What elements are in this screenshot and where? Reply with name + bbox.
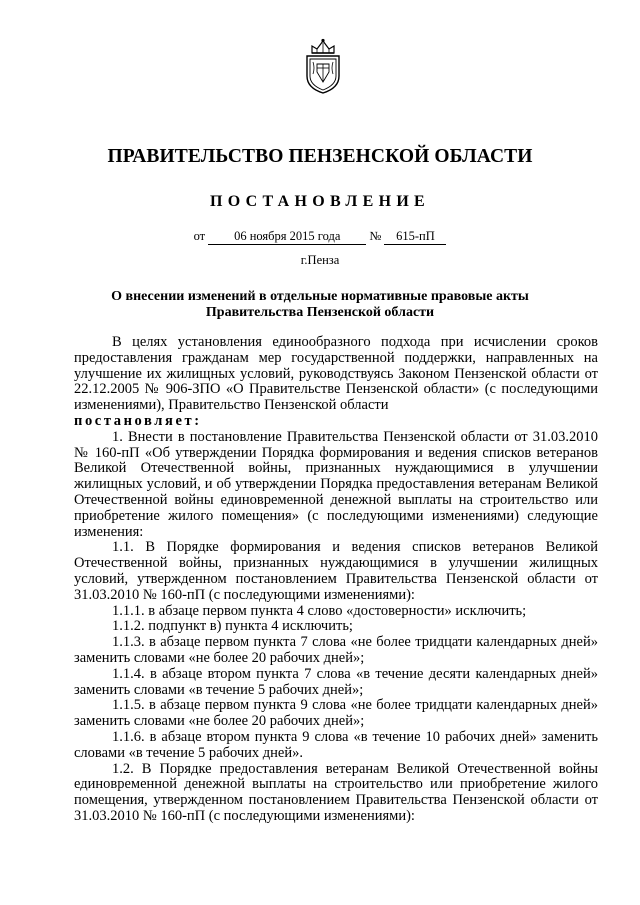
document-body bbox=[74, 335, 598, 825]
paragraph-1-1-6: 1.1.6. в абзаце втором пункта 9 слова «в течение 10 рабочих дней» заменить словами «в течение 5 рабочих дней». bbox=[74, 728, 598, 761]
decree-word: постановляет: bbox=[74, 412, 202, 429]
document-subject bbox=[80, 289, 560, 321]
document-type: ПОСТАНОВЛЕНИЕ bbox=[209, 193, 431, 210]
paragraph-1-1-2: 1.1.2. подпункт в) пункта 4 исключить; bbox=[112, 618, 353, 635]
subject-line-1: О внесении изменений в отдельные нормативные правовые акты bbox=[111, 289, 529, 304]
paragraph-1: 1. Внести в постановление Правительства Пензенской области от 31.03.2010 № 160-пП «Об утверждении Порядка формирования и ведения списков ветеранов Великой Отечественной войны, признанных нуждающимися в улучшении жилищных условий, и об утверждении Порядка предоставления ветеранам Великой Отечественной войны единовременной денежной выплаты на строительство или приобретение жилого помещения» (с последующими изменениями) следующие изменения: bbox=[74, 428, 598, 540]
paragraph-1-2: 1.2. В Порядке предоставления ветеранам Великой Отечественной войны единовременной денежной выплаты на строительство или приобретение жилого помещения, утвержденном постановлением Правительства Пензенской области от 31.03.2010 № 160-пП (с последующими изменениями): bbox=[74, 760, 598, 824]
decree-line bbox=[74, 414, 598, 430]
city: г.Пенза bbox=[300, 253, 340, 267]
number-sign: № bbox=[369, 229, 382, 243]
coat-of-arms-icon bbox=[303, 38, 343, 94]
paragraph-1-1: 1.1. В Порядке формирования и ведения списков ветеранов Великой Отечественной войны, признанных нуждающимися в улучшении жилищных условий, утвержденном постановлением Правительства Пензенской области от 31.03.2010 № 160-пП (с последующими изменениями): bbox=[74, 539, 598, 603]
paragraph-1-1-5: 1.1.5. в абзаце первом пункта 9 слова «не более тридцати календарных дней» заменить словами «не более 20 рабочих дней»; bbox=[74, 697, 598, 730]
government-title: ПРАВИТЕЛЬСТВО ПЕНЗЕНСКОЙ ОБЛАСТИ bbox=[107, 146, 533, 167]
paragraph-1-1-3: 1.1.3. в абзаце первом пункта 7 слова «не более тридцати календарных дней» заменить словами «не более 20 рабочих дней»; bbox=[74, 634, 598, 666]
date-prefix: от bbox=[193, 229, 206, 243]
document-date: 06 ноября 2015 года bbox=[208, 229, 366, 245]
subject-line-2: Правительства Пензенской области bbox=[205, 305, 435, 320]
preamble-paragraph: В целях установления единообразного подхода при исчислении сроков предоставления гражданам мер государственной поддержки, направленных на улучшение их жилищных условий, руководствуясь Законом Пензенской области от 22.12.2005 № 906-ЗПО «О Правительстве Пензенской области» (с последующими изменениями), Правительство Пензенской области bbox=[74, 334, 598, 414]
paragraph-1-1-1: 1.1.1. в абзаце первом пункта 4 слово «достоверности» исключить; bbox=[112, 602, 527, 619]
paragraph-1-1-4: 1.1.4. в абзаце втором пункта 7 слова «в течение десяти календарных дней» заменить словами «в течение 5 рабочих дней»; bbox=[74, 665, 598, 698]
date-number-line bbox=[0, 229, 640, 245]
document-number: 615-пП bbox=[384, 229, 446, 245]
